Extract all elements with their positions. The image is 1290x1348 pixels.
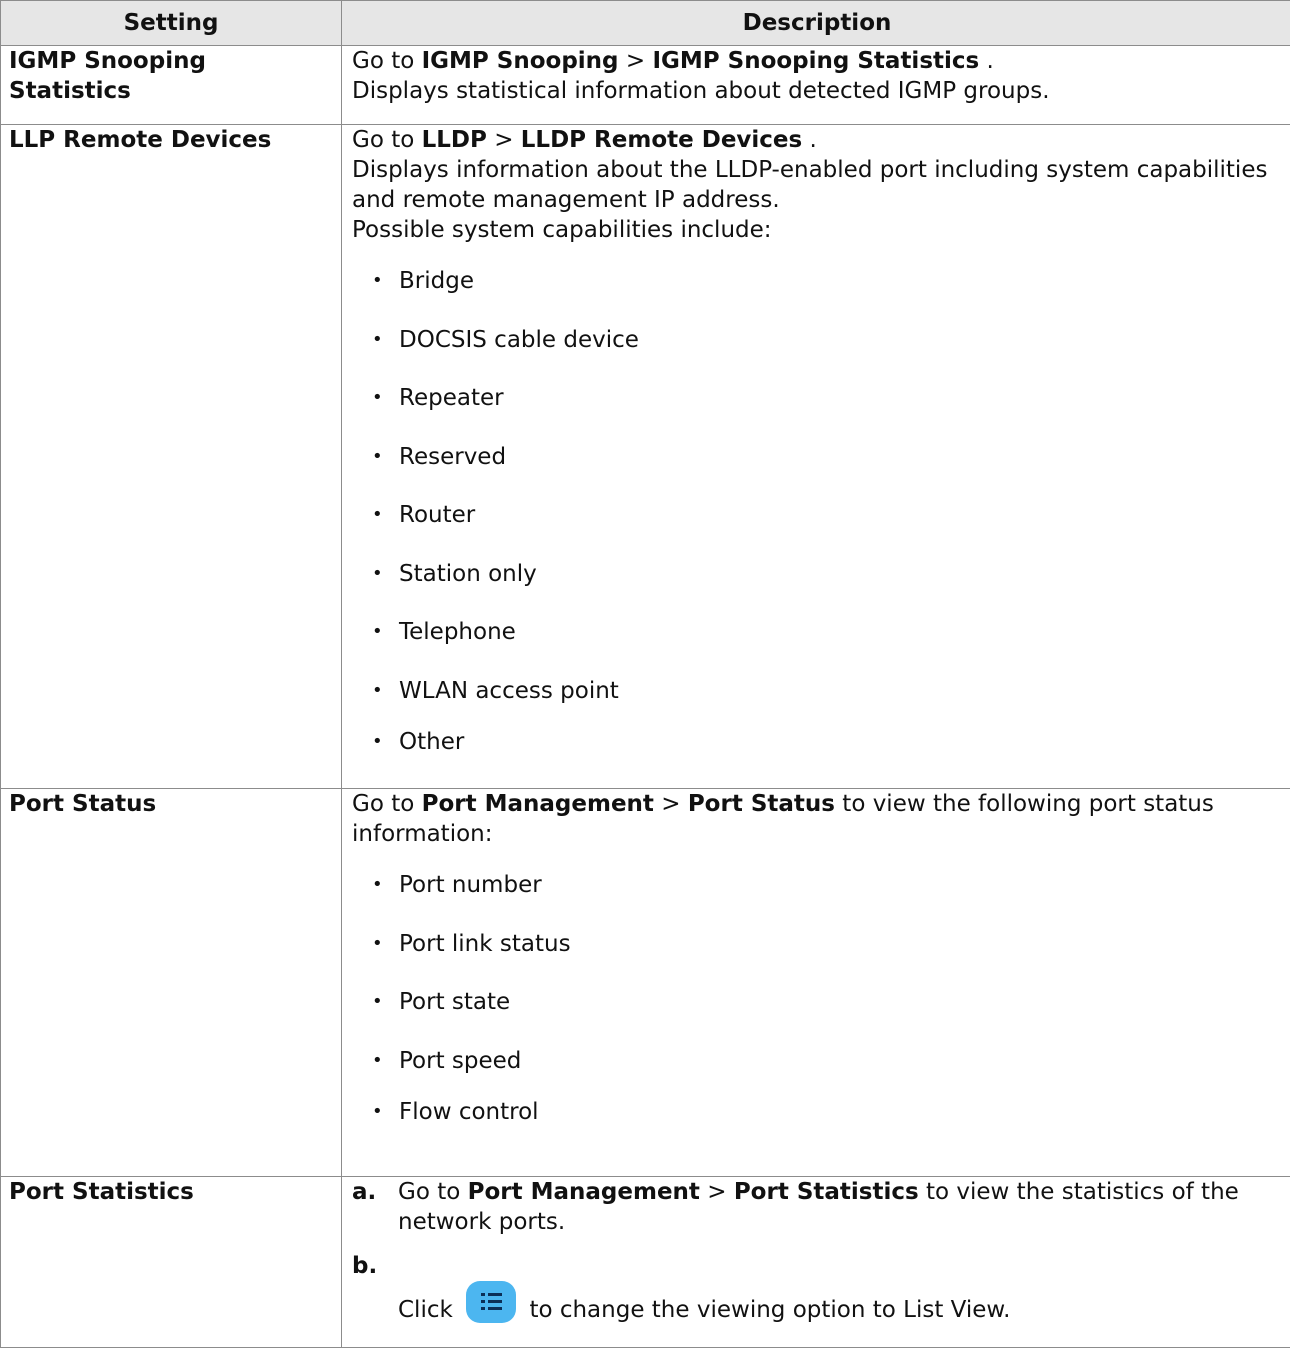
navigation-path: Go to Port Management > Port Status to view the following port status information: [352,789,1284,849]
list-view-icon[interactable] [466,1281,516,1323]
bullet-icon: • [372,442,399,472]
path-item: LLDP Remote Devices [521,127,802,153]
list-item: • Station only [372,552,1284,596]
bullet-icon: • [372,559,399,589]
table-row [1,46,1290,125]
step-text: Go to Port Management > Port Statistics to view the statistics of the network ports. [398,1177,1284,1237]
path-item: Port Statistics [734,1179,919,1205]
bullet-icon: • [372,1046,399,1076]
list-item: • DOCSIS cable device [372,318,1284,362]
header-description: Description [342,1,1290,46]
step-item [352,1177,1284,1237]
bullet-icon: • [372,1097,399,1127]
path-item: LLDP [422,127,487,153]
capabilities-list [352,259,1284,757]
bullet-icon: • [372,266,399,296]
steps-list [352,1177,1284,1325]
description-cell [342,46,1290,125]
bullet-icon: • [372,676,399,706]
list-item: • Port link status [372,922,1284,966]
list-item: • Port speed [372,1039,1284,1083]
table-row [1,125,1290,789]
bullet-icon: • [372,617,399,647]
setting-cell: IGMP Snooping Statistics [1,46,342,125]
step-letter: b. [352,1251,398,1325]
list-item: • Port number [372,863,1284,907]
bullet-icon: • [372,500,399,530]
step-text: Click to change the viewing option to List View. [398,1251,1010,1325]
description-text: Displays statistical information about detected IGMP groups. [352,76,1284,106]
port-status-list [352,863,1284,1127]
description-text: Possible system capabilities include: [352,215,1284,245]
list-item: • Flow control [372,1097,1284,1127]
description-text: Displays information about the LLDP-enabled port including system capabilities and remote management IP address. [352,155,1284,215]
list-item: • WLAN access point [372,669,1284,713]
navigation-path: Go to IGMP Snooping > IGMP Snooping Statistics . [352,46,1284,76]
list-item: • Telephone [372,610,1284,654]
table-header-row [1,1,1290,46]
bullet-icon: • [372,987,399,1017]
path-item: Port Status [688,791,835,817]
bullet-icon: • [372,325,399,355]
path-item: Port Management [422,791,654,817]
setting-cell: LLP Remote Devices [1,125,342,789]
navigation-path: Go to LLDP > LLDP Remote Devices . [352,125,1284,155]
bullet-icon: • [372,870,399,900]
path-item: IGMP Snooping Statistics [652,48,979,74]
path-item: IGMP Snooping [422,48,619,74]
list-item: • Port state [372,980,1284,1024]
list-item: • Other [372,727,1284,757]
description-cell [342,125,1290,789]
bullet-icon: • [372,727,399,757]
step-item [352,1251,1284,1325]
step-letter: a. [352,1177,398,1237]
table-row [1,789,1290,1177]
bullet-icon: • [372,929,399,959]
list-item: • Reserved [372,435,1284,479]
setting-cell: Port Statistics [1,1177,342,1348]
list-item: • Router [372,493,1284,537]
header-setting: Setting [1,1,342,46]
description-cell [342,1177,1290,1348]
setting-cell: Port Status [1,789,342,1177]
description-cell [342,789,1290,1177]
list-item: • Repeater [372,376,1284,420]
table-row [1,1177,1290,1348]
path-item: Port Management [468,1179,700,1205]
list-item: • Bridge [372,259,1284,303]
bullet-icon: • [372,383,399,413]
